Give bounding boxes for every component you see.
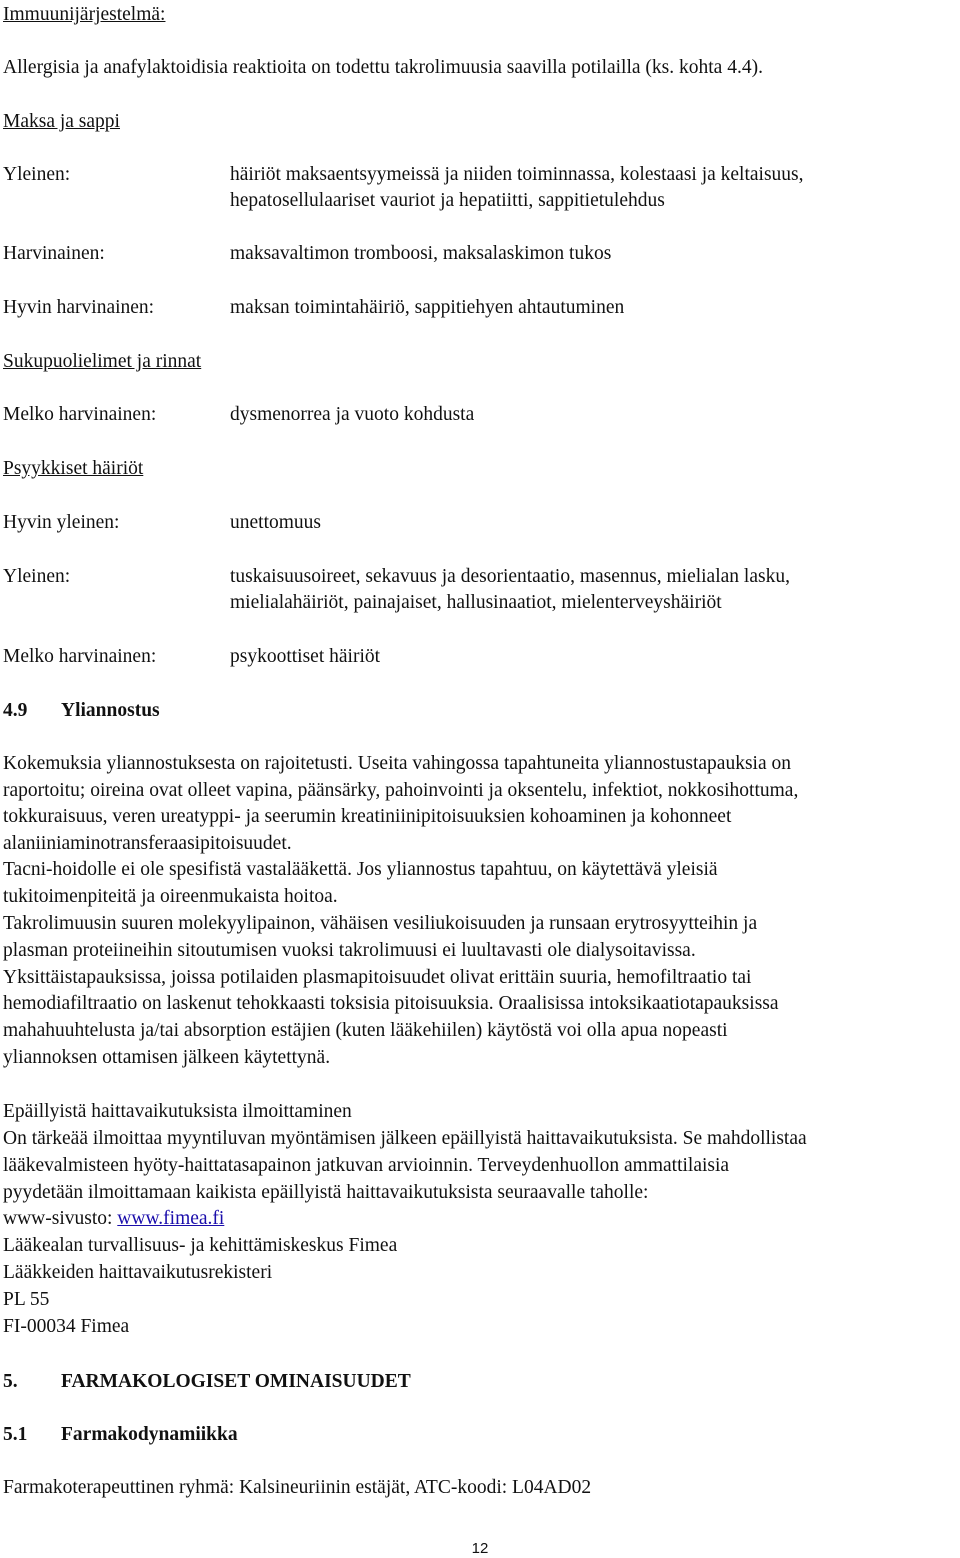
overdose-line: Tacni-hoidolle ei ole spesifistä vastalääkettä. Jos yliannostus tapahtuu, on käytettävä yleisiä <box>3 859 718 880</box>
overdose-line: alaniiniaminotransferaasipitoisuudet. <box>3 833 292 854</box>
repro-heading: Sukupuolielimet ja rinnat <box>3 351 202 372</box>
section51-title: Farmakodynamiikka <box>61 1424 238 1445</box>
liver-label-very-rare: Hyvin harvinainen: <box>3 297 155 318</box>
section5-heading <box>3 1370 411 1394</box>
section5-number: 5. <box>3 1371 18 1392</box>
psych-label-common: Yleinen: <box>3 566 71 587</box>
liver-value-rare: maksavaltimon tromboosi, maksalaskimon tukos <box>230 243 612 264</box>
overdose-line: plasman proteiineihin sitoutumisen vuoksi takrolimuusi ei luultavasti ole dialysoitavissa. <box>3 940 696 961</box>
repro-value-uncommon: dysmenorrea ja vuoto kohdusta <box>230 404 475 425</box>
reporting-website <box>3 1207 224 1231</box>
liver-label-rare: Harvinainen: <box>3 243 105 264</box>
section5-title: FARMAKOLOGISET OMINAISUUDET <box>61 1371 411 1392</box>
page-number: 12 <box>471 1540 489 1557</box>
psych-value-uncommon: psykoottiset häiriöt <box>230 646 381 667</box>
psych-value-common-1: tuskaisuusoireet, sekavuus ja desorientaatio, masennus, mielialan lasku, <box>230 566 790 587</box>
reporting-line: pyydetään ilmoittamaan kaikista epäillyistä haittavaikutuksista seuraavalle taholle: <box>3 1182 649 1203</box>
liver-value-common-1: häiriöt maksaentsyymeissä ja niiden toiminnassa, kolestaasi ja keltaisuus, <box>230 164 804 185</box>
overdose-line: yliannoksen ottamisen jälkeen käytettynä. <box>3 1047 331 1068</box>
address-line: PL 55 <box>3 1289 50 1310</box>
immuno-text: Allergisia ja anafylaktoidisia reaktioita on todettu takrolimuusia saavilla potilailla (ks. kohta 4.4). <box>3 57 763 78</box>
overdose-line: hemodiafiltraatio on laskenut tehokkaasti toksisia pitoisuuksia. Oraalisissa intoksikaatiotapauksissa <box>3 993 779 1014</box>
liver-value-very-rare: maksan toimintahäiriö, sappitiehyen ahtautuminen <box>230 297 625 318</box>
overdose-line: tokkuraisuus, veren ureatyppi- ja seerumin kreatiniinipitoisuuksien kohoaminen ja kohonneet <box>3 806 732 827</box>
psych-label-uncommon: Melko harvinainen: <box>3 646 157 667</box>
reporting-line: lääkevalmisteen hyöty-haittatasapainon jatkuvan arvioinnin. Terveydenhuollon ammattilaisia <box>3 1155 730 1176</box>
reporting-line: On tärkeää ilmoittaa myyntiluvan myöntämisen jälkeen epäillyistä haittavaikutuksista. Se mahdollistaa <box>3 1128 807 1149</box>
overdose-line: Yksittäistapauksissa, joissa potilaiden plasmapitoisuudet olivat erittäin suuria, hemofiltraatio tai <box>3 967 752 988</box>
address-line: Lääkkeiden haittavaikutusrekisteri <box>3 1262 273 1283</box>
address-line: FI-00034 Fimea <box>3 1316 130 1337</box>
immuno-heading: Immuunijärjestelmä: <box>3 4 166 25</box>
section51-number: 5.1 <box>3 1424 28 1445</box>
liver-label-common: Yleinen: <box>3 164 71 185</box>
website-prefix: www-sivusto: <box>3 1208 118 1229</box>
psych-value-very-common: unettomuus <box>230 512 321 533</box>
overdose-line: raportoitu; oireina ovat olleet vapina, päänsärky, pahoinvointi ja oksentelu, infektiot, nokkosihottuma, <box>3 780 799 801</box>
overdose-line: Takrolimuusin suuren molekyylipainon, vähäisen vesiliukoisuuden ja runsaan erytrosyytteihin ja <box>3 913 758 934</box>
psych-heading: Psyykkiset häiriöt <box>3 458 144 479</box>
section51-heading <box>3 1423 238 1447</box>
liver-value-common-2: hepatosellulaariset vauriot ja hepatiitti, sappitietulehdus <box>230 190 665 211</box>
overdose-title: Yliannostus <box>61 700 160 721</box>
overdose-line: Kokemuksia yliannostuksesta on rajoitetusti. Useita vahingossa tapahtuneita yliannostustapauksia on <box>3 753 791 774</box>
psych-value-common-2: mielialahäiriöt, painajaiset, hallusinaatiot, mielenterveyshäiriöt <box>230 592 722 613</box>
liver-heading: Maksa ja sappi <box>3 111 120 132</box>
address-line: Lääkealan turvallisuus- ja kehittämiskeskus Fimea <box>3 1235 398 1256</box>
overdose-number: 4.9 <box>3 700 28 721</box>
overdose-line: mahahuuhtelusta ja/tai absorption estäjien (kuten lääkehiilen) käytöstä voi olla apua nopeasti <box>3 1020 728 1041</box>
fimea-link[interactable]: www.fimea.fi <box>117 1208 225 1229</box>
section51-text: Farmakoterapeuttinen ryhmä: Kalsineuriinin estäjät, ATC-koodi: L04AD02 <box>3 1477 592 1498</box>
reporting-title: Epäillyistä haittavaikutuksista ilmoittaminen <box>3 1101 352 1122</box>
psych-label-very-common: Hyvin yleinen: <box>3 512 120 533</box>
overdose-line: tukitoimenpiteitä ja oireenmukaista hoitoa. <box>3 886 338 907</box>
overdose-heading <box>3 699 160 723</box>
repro-label-uncommon: Melko harvinainen: <box>3 404 157 425</box>
